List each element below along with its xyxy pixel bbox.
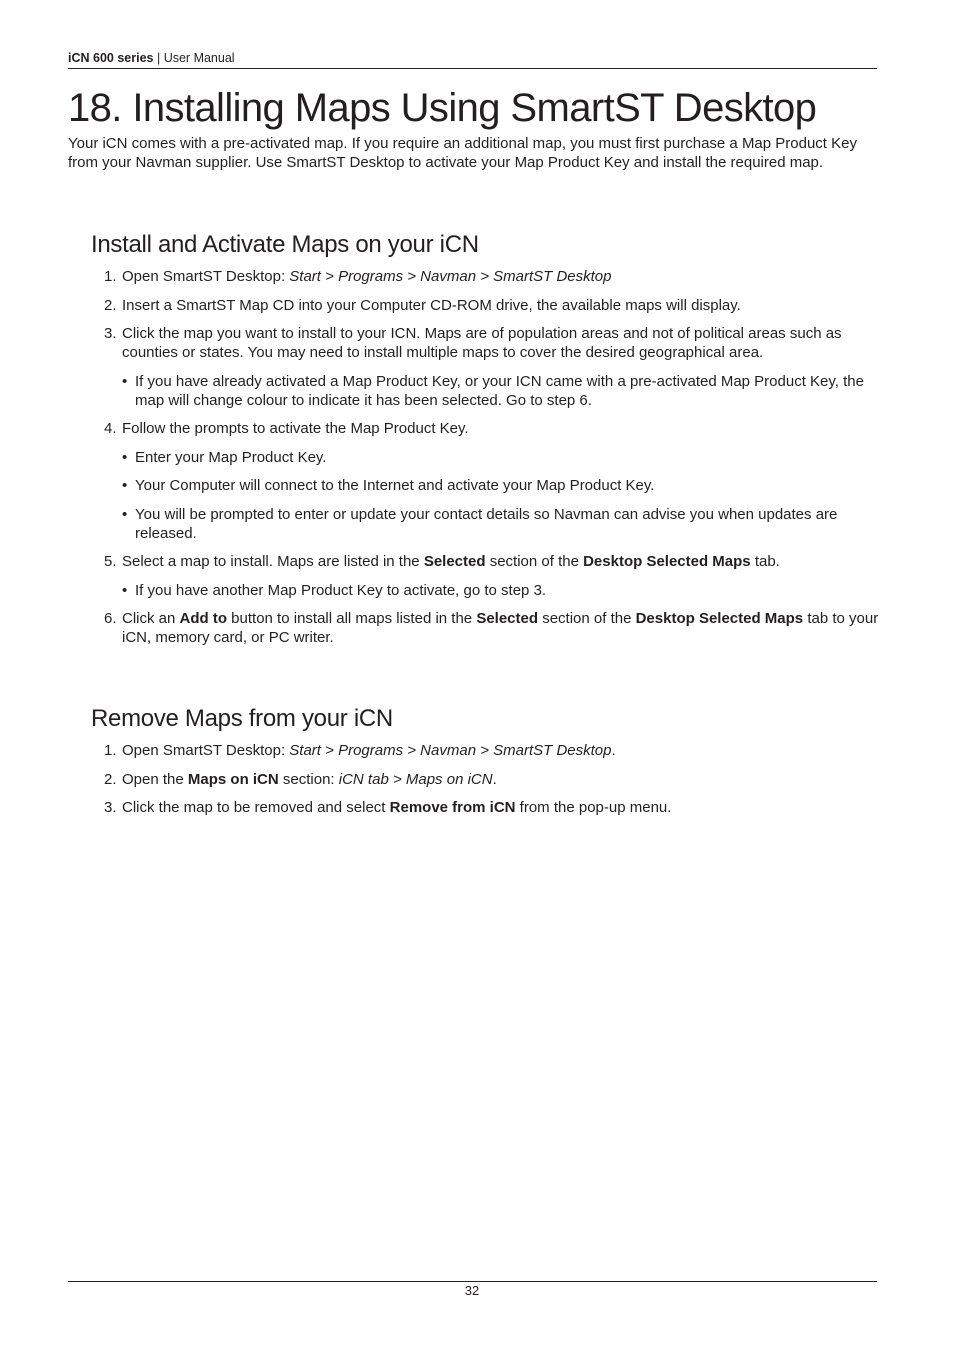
step-text: Click the map you want to install to your ICN. Maps are of population areas and not of political areas such as counties or states. You may need to install multiple maps to cover the desired geographical area. (122, 325, 842, 361)
step-number: 3. (104, 799, 117, 816)
header-separator: | (156, 51, 161, 65)
menu-path: iCN tab > Maps on iCN (338, 770, 493, 788)
step-text: Open SmartST Desktop: (122, 268, 290, 285)
step-number: 2. (104, 296, 117, 314)
ui-term-maps-on-icn: Maps on iCN (187, 770, 279, 788)
step-text: . (611, 742, 616, 759)
bullet-text: You will be prompted to enter or update your contact details so Navman can advise you when updates are released. (135, 505, 838, 542)
step-text: Open SmartST Desktop: (122, 742, 290, 759)
step-text: Select a map to install. Maps are listed in the (122, 553, 424, 570)
step-text: Click an (122, 610, 180, 627)
step-text: tab to your iCN, memory card, or PC writer. (122, 610, 879, 646)
bullet-dot: • (122, 505, 128, 523)
step-text: Open the (122, 770, 188, 788)
header-rule (68, 68, 877, 69)
install-step-3-bullet-1 (122, 372, 879, 410)
step-text: button to install all maps listed in the (227, 610, 477, 627)
step-number: 3. (104, 325, 117, 342)
ui-term-desktop-selected-maps: Desktop Selected Maps (635, 610, 804, 627)
install-step-5-bullet-1 (122, 581, 879, 600)
header-product-name: iCN 600 series (68, 51, 154, 65)
remove-step-1 (104, 741, 879, 760)
install-step-2 (104, 296, 879, 315)
step-text: from the pop-up menu. (515, 799, 672, 816)
bullet-text: Your Computer will connect to the Internet and activate your Map Product Key. (135, 477, 655, 494)
remove-step-3 (104, 798, 879, 817)
install-steps-list (104, 267, 879, 657)
menu-path: Start > Programs > Navman > SmartST Desktop (289, 268, 612, 285)
remove-section-heading: Remove Maps from your iCN (91, 705, 393, 732)
install-step-1 (104, 267, 879, 286)
bullet-text: Enter your Map Product Key. (135, 448, 327, 466)
install-step-5 (104, 552, 879, 571)
page-number: 32 (464, 1283, 480, 1298)
bullet-text: If you have another Map Product Key to activate, go to step 3. (135, 581, 547, 599)
header-document-name: User Manual (163, 51, 235, 65)
step-number: 1. (104, 268, 117, 285)
step-number: 6. (104, 610, 117, 627)
step-number: 4. (104, 420, 117, 437)
install-section-heading: Install and Activate Maps on your iCN (91, 231, 479, 258)
install-step-4-bullet-1 (122, 448, 879, 467)
ui-term-selected: Selected (423, 553, 486, 570)
menu-path: Start > Programs > Navman > SmartST Desktop (289, 742, 612, 759)
step-text: section: (278, 770, 339, 788)
remove-steps-list (104, 741, 879, 827)
install-step-4-bullet-2 (122, 476, 879, 495)
step-text: section of the (485, 553, 584, 570)
install-step-6 (104, 609, 879, 647)
ui-term-desktop-selected-maps: Desktop Selected Maps (583, 553, 751, 570)
step-text: . (492, 770, 497, 788)
bullet-dot: • (122, 477, 128, 494)
step-text: tab. (750, 553, 780, 570)
remove-step-2 (104, 770, 879, 789)
step-text: Follow the prompts to activate the Map Product Key. (122, 420, 469, 437)
ui-term-selected: Selected (476, 610, 539, 627)
bullet-dot: • (122, 372, 128, 390)
running-header (68, 50, 235, 66)
install-step-4 (104, 419, 879, 438)
footer-rule (68, 1281, 877, 1282)
ui-term-add-to: Add to (179, 610, 228, 627)
step-number: 2. (104, 770, 117, 788)
bullet-dot: • (122, 581, 128, 599)
step-number: 1. (104, 742, 117, 759)
step-text: Insert a SmartST Map CD into your Computer CD-ROM drive, the available maps will display. (122, 296, 741, 314)
install-step-3 (104, 324, 879, 362)
step-number: 5. (104, 553, 117, 570)
install-step-4-bullet-3 (122, 505, 879, 543)
step-text: Click the map to be removed and select (122, 799, 390, 816)
page-title: 18. Installing Maps Using SmartST Desktop (68, 86, 817, 130)
bullet-dot: • (122, 448, 128, 466)
step-text: section of the (538, 610, 636, 627)
ui-term-remove-from-icn: Remove from iCN (389, 799, 516, 816)
bullet-text: If you have already activated a Map Product Key, or your ICN came with a pre-activated Map Product Key, the map will change colour to indicate it has been selected. Go to step 6. (135, 372, 864, 409)
intro-paragraph: Your iCN comes with a pre-activated map. If you require an additional map, you must first purchase a Map Product Key from your Navman supplier. Use SmartST Desktop to activate your Map Product Key and install the required map. (68, 135, 857, 171)
